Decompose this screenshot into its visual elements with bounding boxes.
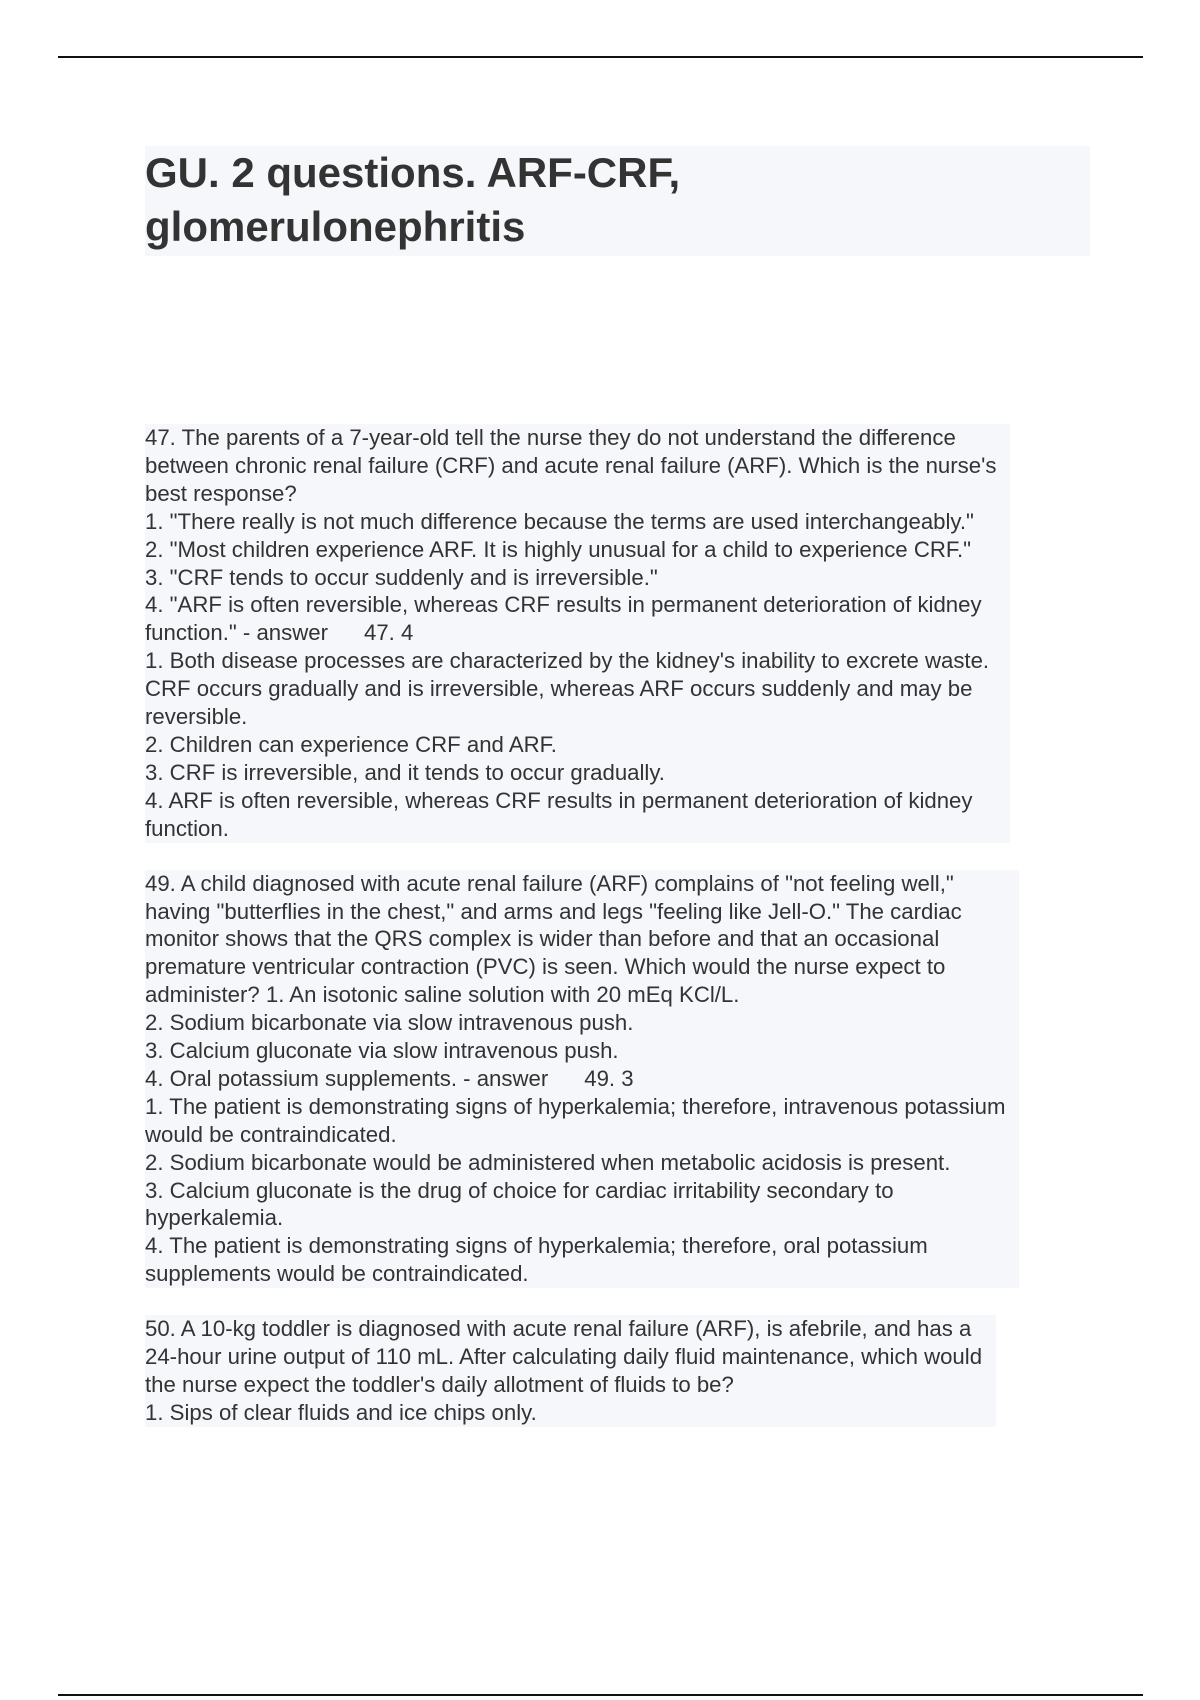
rationale-line: 1. The patient is demonstrating signs of hyperkalemia; therefore, intravenous potassium: [145, 1093, 1006, 1119]
question-line: having "butterflies in the chest," and arms and legs "feeling like Jell-O." The cardiac: [145, 898, 962, 924]
rationale-line: 4. ARF is often reversible, whereas CRF results in permanent deterioration of kidney: [145, 787, 973, 813]
rationale-line: 1. Both disease processes are characterized by the kidney's inability to excrete waste.: [145, 648, 990, 674]
question-line: the nurse expect the toddler's daily allotment of fluids to be?: [145, 1372, 734, 1397]
title-line: GU. 2 questions. ARF-CRF,: [145, 149, 681, 196]
question-line: 50. A 10-kg toddler is diagnosed with acute renal failure (ARF), is afebrile, and has a: [145, 1316, 972, 1342]
option-line: 3. "CRF tends to occur suddenly and is irreversible.": [145, 564, 658, 590]
rationale-line: would be contraindicated.: [145, 1121, 397, 1147]
answer-label: 4. Oral potassium supplements. - answer: [145, 1065, 549, 1091]
answer-value: 49. 3: [584, 1065, 634, 1091]
question-line: administer? 1. An isotonic saline solution with 20 mEq KCl/L.: [145, 982, 740, 1008]
rationale-line: CRF occurs gradually and is irreversible, whereas ARF occurs suddenly and may be: [145, 676, 973, 702]
rationale-line: function.: [145, 815, 229, 841]
rationale-line: 3. Calcium gluconate is the drug of choice for cardiac irritability secondary to: [145, 1177, 894, 1203]
title-line: glomerulonephritis: [145, 203, 526, 250]
title-highlight: [145, 146, 1090, 256]
top-divider: [58, 56, 1143, 58]
option-line: 2. "Most children experience ARF. It is highly unusual for a child to experience CRF.": [145, 536, 971, 562]
rationale-line: 4. The patient is demonstrating signs of hyperkalemia; therefore, oral potassium: [145, 1233, 928, 1259]
question-line: 49. A child diagnosed with acute renal failure (ARF) complains of "not feeling well,": [145, 870, 954, 896]
document-body: [145, 424, 1105, 1454]
rationale-line: supplements would be contraindicated.: [145, 1261, 529, 1287]
option-line: 1. "There really is not much difference because the terms are used interchangeably.": [145, 508, 974, 534]
question-line: 24-hour urine output of 110 mL. After calculating daily fluid maintenance, which would: [145, 1344, 983, 1370]
answer-value: 47. 4: [364, 620, 414, 646]
question-line: monitor shows that the QRS complex is wider than before and that an occasional: [145, 926, 940, 952]
option-line: 2. Sodium bicarbonate via slow intravenous push.: [145, 1010, 634, 1036]
question-block-47: [145, 424, 1010, 843]
document-title: [145, 146, 1090, 254]
question-line: between chronic renal failure (CRF) and acute renal failure (ARF). Which is the nurse's: [145, 452, 997, 478]
question-block-50: [145, 1315, 996, 1427]
question-line: premature ventricular contraction (PVC) is seen. Which would the nurse expect to: [145, 954, 946, 980]
rationale-line: 2. Sodium bicarbonate would be administered when metabolic acidosis is present.: [145, 1149, 951, 1175]
question-line: 47. The parents of a 7-year-old tell the nurse they do not understand the difference: [145, 425, 956, 450]
answer-line: [145, 1065, 1005, 1093]
rationale-line: reversible.: [145, 704, 248, 730]
bottom-divider: [58, 1694, 1143, 1696]
answer-line: [145, 619, 996, 647]
option-line: 4. "ARF is often reversible, whereas CRF results in permanent deterioration of kidney: [145, 592, 982, 618]
rationale-line: 2. Children can experience CRF and ARF.: [145, 731, 557, 757]
option-line: 3. Calcium gluconate via slow intravenous push.: [145, 1038, 619, 1064]
rationale-line: hyperkalemia.: [145, 1205, 284, 1231]
answer-label: function." - answer: [145, 620, 328, 646]
rationale-line: 3. CRF is irreversible, and it tends to occur gradually.: [145, 759, 665, 785]
question-line: best response?: [145, 480, 297, 506]
option-line: 1. Sips of clear fluids and ice chips only.: [145, 1399, 537, 1425]
question-block-49: [145, 870, 1019, 1289]
